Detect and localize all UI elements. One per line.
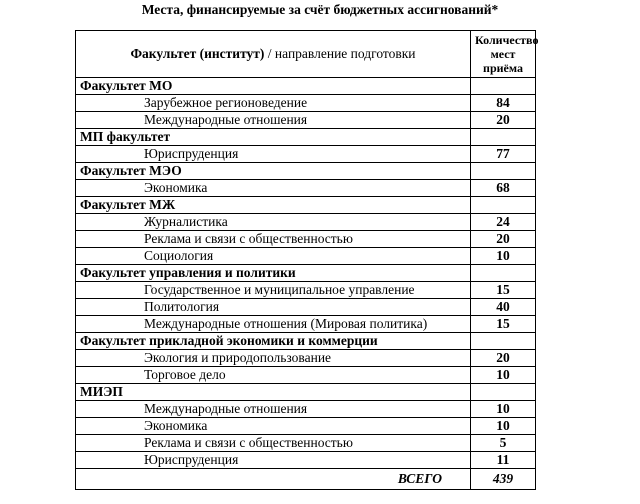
header-faculty-column (76, 31, 471, 78)
program-count: 10 (471, 401, 536, 418)
program-row (76, 248, 536, 265)
program-row (76, 95, 536, 112)
program-name: Международные отношения (Мировая политика) (76, 316, 471, 333)
program-row (76, 367, 536, 384)
program-name: Торговое дело (76, 367, 471, 384)
faculty-name: Факультет МЭО (76, 163, 471, 180)
total-count: 439 (471, 469, 536, 490)
faculty-name: МИЭП (76, 384, 471, 401)
program-name: Международные отношения (76, 401, 471, 418)
faculty-count-cell (471, 163, 536, 180)
program-count: 5 (471, 435, 536, 452)
program-name: Реклама и связи с общественностью (76, 231, 471, 248)
total-row (76, 469, 536, 490)
faculty-count-cell (471, 78, 536, 95)
program-row (76, 418, 536, 435)
faculty-count-cell (471, 129, 536, 146)
program-count: 10 (471, 367, 536, 384)
faculty-row (76, 333, 536, 350)
program-row (76, 146, 536, 163)
faculty-row (76, 384, 536, 401)
program-row (76, 214, 536, 231)
faculty-row (76, 163, 536, 180)
program-count: 20 (471, 231, 536, 248)
program-count: 15 (471, 316, 536, 333)
faculty-name: Факультет МЖ (76, 197, 471, 214)
program-count: 15 (471, 282, 536, 299)
faculty-name: МП факультет (76, 129, 471, 146)
faculty-row (76, 197, 536, 214)
program-count: 68 (471, 180, 536, 197)
faculty-name: Факультет МО (76, 78, 471, 95)
program-name: Социология (76, 248, 471, 265)
program-name: Реклама и связи с общественностью (76, 435, 471, 452)
program-row (76, 316, 536, 333)
program-name: Экология и природопользование (76, 350, 471, 367)
program-row (76, 180, 536, 197)
program-name: Государственное и муниципальное управление (76, 282, 471, 299)
program-row (76, 452, 536, 469)
program-row (76, 350, 536, 367)
faculty-row (76, 129, 536, 146)
program-row (76, 231, 536, 248)
table-header-row (76, 31, 536, 78)
program-count: 10 (471, 248, 536, 265)
program-name: Зарубежное регионоведение (76, 95, 471, 112)
program-name: Политология (76, 299, 471, 316)
program-count: 40 (471, 299, 536, 316)
program-row (76, 112, 536, 129)
program-count: 20 (471, 112, 536, 129)
program-name: Журналистика (76, 214, 471, 231)
program-name: Юриспруденция (76, 146, 471, 163)
faculty-row (76, 78, 536, 95)
program-count: 77 (471, 146, 536, 163)
header-count-line-2: мест (490, 47, 516, 61)
faculty-name: Факультет прикладной экономики и коммерции (76, 333, 471, 350)
header-count-line-1: Количество (475, 33, 539, 47)
program-name: Экономика (76, 418, 471, 435)
admissions-table (75, 30, 539, 490)
program-row (76, 435, 536, 452)
program-count: 11 (471, 452, 536, 469)
program-row (76, 282, 536, 299)
header-count-line-3: приёма (483, 61, 523, 75)
faculty-row (76, 265, 536, 282)
program-row (76, 299, 536, 316)
program-count: 10 (471, 418, 536, 435)
program-name: Юриспруденция (76, 452, 471, 469)
faculty-count-cell (471, 265, 536, 282)
header-faculty-label: Факультет (институт) (130, 46, 265, 61)
page-title: Места, финансируемые за счёт бюджетных ассигнований* (141, 2, 499, 17)
program-count: 24 (471, 214, 536, 231)
table-body (76, 78, 536, 469)
faculty-count-cell (471, 384, 536, 401)
faculty-count-cell (471, 197, 536, 214)
faculty-name: Факультет управления и политики (76, 265, 471, 282)
faculty-count-cell (471, 333, 536, 350)
program-name: Экономика (76, 180, 471, 197)
program-count: 84 (471, 95, 536, 112)
header-program-label: / направление подготовки (264, 46, 416, 61)
program-row (76, 401, 536, 418)
program-name: Международные отношения (76, 112, 471, 129)
header-count-column (471, 31, 539, 78)
program-count: 20 (471, 350, 536, 367)
total-label: ВСЕГО (76, 469, 471, 490)
